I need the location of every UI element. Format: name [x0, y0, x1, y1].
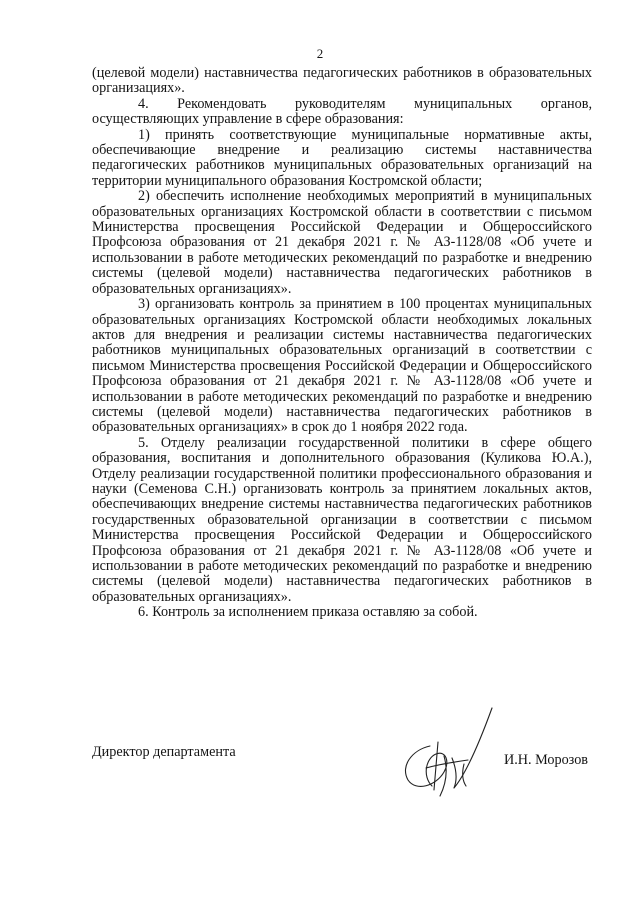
signatory-name: И.Н. Морозов [504, 752, 588, 768]
signature-block [92, 740, 592, 800]
paragraph-subitem-2: 2) обеспечить исполнение необходимых мероприятий в муниципальных образовательных организациях Костромской области в соответствии с письмом Министерства просвещения Российской Федерации и Общероссийского Профсоюза образования от 21 декабря 2021 г. № АЗ-1128/08 «Об учете и использовании в работе методических рекомендаций по разработке и внедрению системы (целевой модели) наставничества педагогических работников в образовательных организациях». [92, 188, 592, 297]
paragraph-subitem-1: 1) принять соответствующие муниципальные нормативные акты, обеспечивающие внедрение и реализацию системы наставничества педагогических работников муниципальных образовательных организаций на территории муниципального образования Костромской области; [92, 126, 592, 189]
paragraph-subitem-3: 3) организовать контроль за принятием в 100 процентах муниципальных образовательных организациях Костромской области необходимых локальных актов для внедрения и реализации системы наставничества педагогических работников муниципальных образовательных организаций в соответствии с письмом Министерства просвещения Российской Федерации и Общероссийского Профсоюза образования от 21 декабря 2021 г. № АЗ-1128/08 «Об учете и использовании в работе методических рекомендаций по разработке и внедрению системы (целевой модели) наставничества педагогических работников в образовательных организациях» в срок до 1 ноября 2022 года. [92, 296, 592, 436]
paragraph-item-6: 6. Контроль за исполнением приказа оставляю за собой. [138, 604, 478, 621]
signatory-title: Директор департамента [92, 744, 236, 760]
handwritten-signature [392, 706, 512, 802]
page-number: 2 [316, 46, 324, 61]
paragraph-continuation: (целевой модели) наставничества педагогических работников в образовательных организациях». [92, 65, 592, 97]
paragraph-item-4: 4. Рекомендовать руководителям муниципальных органов, осуществляющих управление в сфере образования: [92, 95, 592, 128]
document-body [92, 66, 592, 621]
paragraph-item-5: 5. Отделу реализации государственной политики в сфере общего образования, воспитания и дополнительного образования (Куликова Ю.А.), Отделу реализации государственной политики профессионального образования и науки (Семенова С.Н.) организовать контроль за принятием локальных актов, обеспечивающих внедрение системы наставничества педагогических работников государственных образовательной организации в соответствии с письмом Министерства просвещения Российской Федерации и Общероссийского Профсоюза образования от 21 декабря 2021 г. № АЗ-1128/08 «Об учете и использовании в работе методических рекомендаций по разработке и внедрению системы (целевой модели) наставничества педагогических работников в образовательных организациях». [92, 434, 592, 605]
